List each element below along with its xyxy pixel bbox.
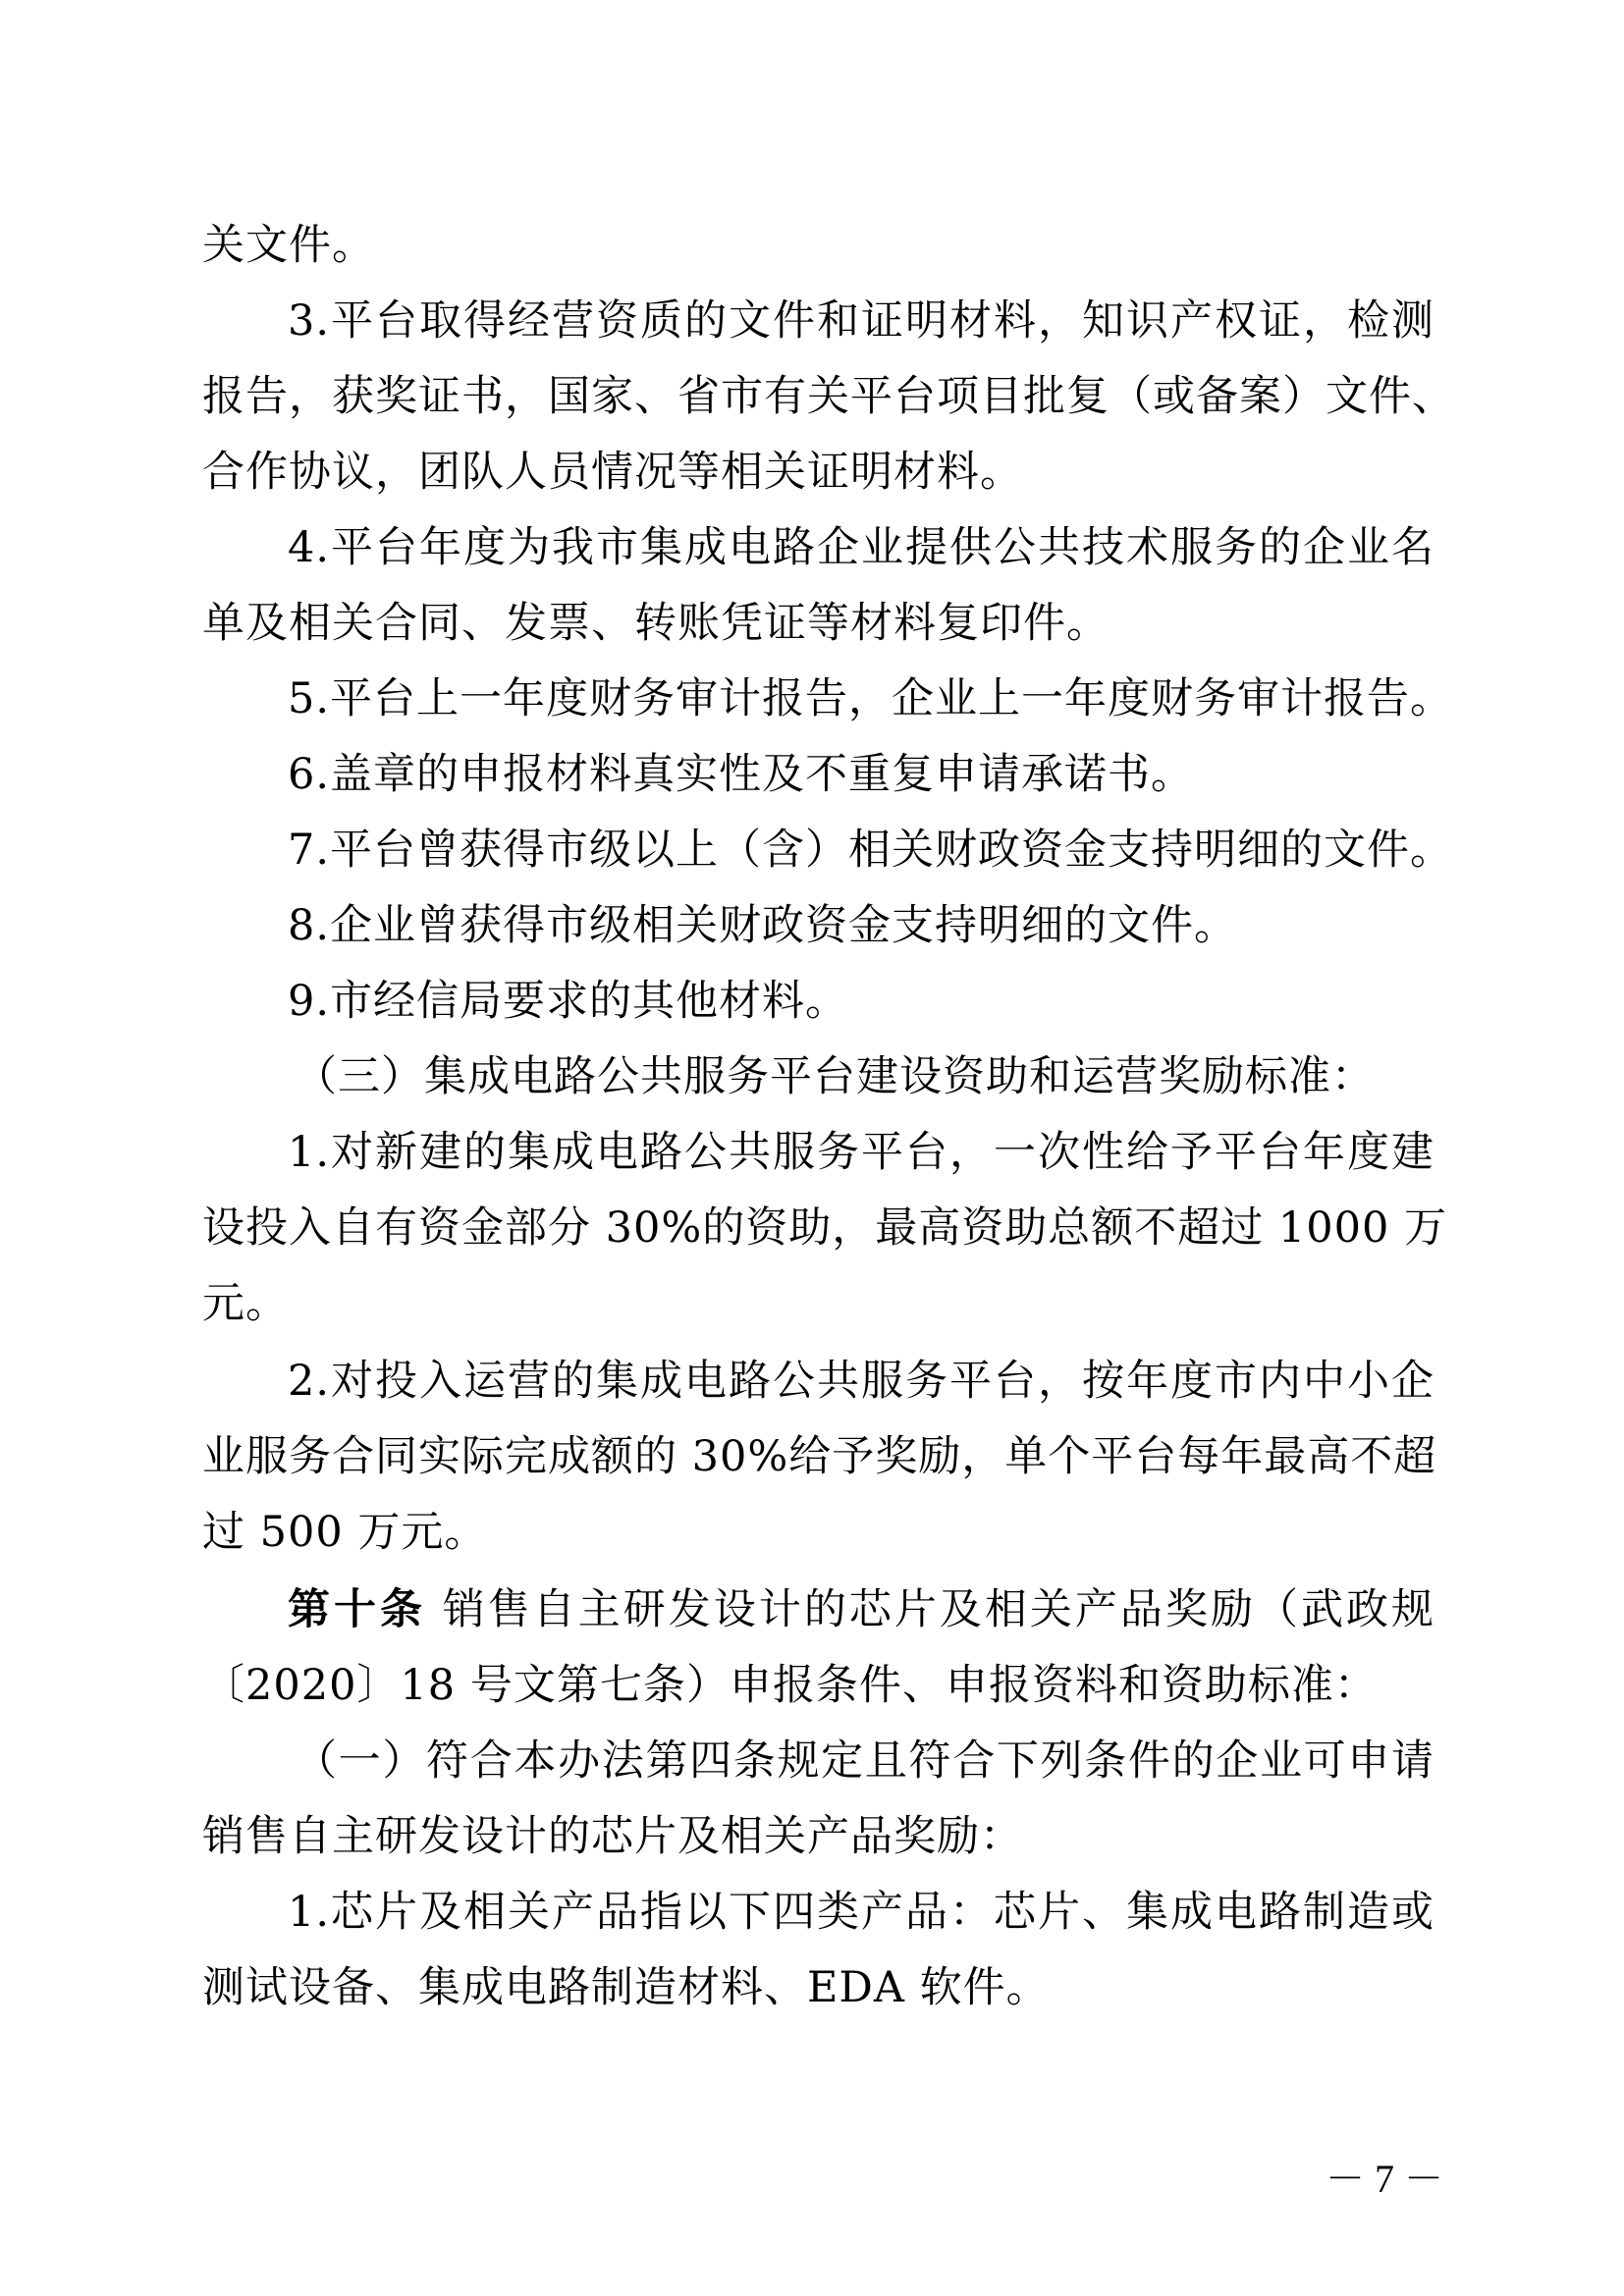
text-line-14: 设投入自有资金部分 30%的资助，最高资助总额不超过 1000 万 (202, 1203, 1448, 1253)
text-line-10: 8.企业曾获得市级相关财政资金支持明细的文件。 (288, 901, 1238, 950)
text-line-8: 6.盖章的申报材料真实性及不重复申请承诺书。 (288, 750, 1195, 799)
text-line-11: 9.市经信局要求的其他材料。 (288, 977, 849, 1026)
text-line-15: 元。 (202, 1279, 289, 1328)
article-line-1 (288, 1575, 1435, 1644)
text-line-9: 7.平台曾获得市级以上（含）相关财政资金支持明细的文件。 (288, 826, 1454, 875)
text-line-13: 1.对新建的集成电路公共服务平台，一次性给予平台年度建 (288, 1128, 1435, 1177)
text-line-2: 3.平台取得经营资质的文件和证明材料，知识产权证，检测 (288, 296, 1435, 346)
text-line-23: 1.芯片及相关产品指以下四类产品：芯片、集成电路制造或 (288, 1888, 1435, 1937)
article-line-2: 〔2020〕18 号文第七条）申报条件、申报资料和资助标准： (202, 1661, 1378, 1710)
section-heading-3: （三）集成电路公共服务平台建设资助和运营奖励标准： (295, 1052, 1375, 1101)
text-line-16: 2.对投入运营的集成电路公共服务平台，按年度市内中小企 (288, 1357, 1435, 1406)
text-line-4: 合作协议，团队人员情况等相关证明材料。 (202, 448, 1023, 497)
article-label: 第十条 (288, 1585, 427, 1634)
article-title-part1: 销售自主研发设计的芯片及相关产品奖励（武政规 (426, 1585, 1435, 1634)
text-line-21: （一）符合本办法第四条规定且符合下列条件的企业可申请 (295, 1736, 1435, 1786)
text-line-7: 5.平台上一年度财务审计报告，企业上一年度财务审计报告。 (288, 674, 1454, 723)
text-line-22: 销售自主研发设计的芯片及相关产品奖励： (202, 1812, 1023, 1861)
text-line-3: 报告，获奖证书，国家、省市有关平台项目批复（或备案）文件、 (202, 372, 1455, 421)
text-line-5: 4.平台年度为我市集成电路企业提供公共技术服务的企业名 (288, 523, 1435, 572)
text-line-6: 单及相关合同、发票、转账凭证等材料复印件。 (202, 599, 1110, 648)
text-line-18: 过 500 万元。 (202, 1508, 488, 1557)
text-line-17: 业服务合同实际完成额的 30%给予奖励，单个平台每年最高不超 (202, 1432, 1437, 1481)
page-number: － 7 － (1326, 2157, 1443, 2201)
text-line-1: 关文件。 (202, 221, 375, 270)
text-line-24: 测试设备、集成电路制造材料、EDA 软件。 (202, 1963, 1050, 2012)
